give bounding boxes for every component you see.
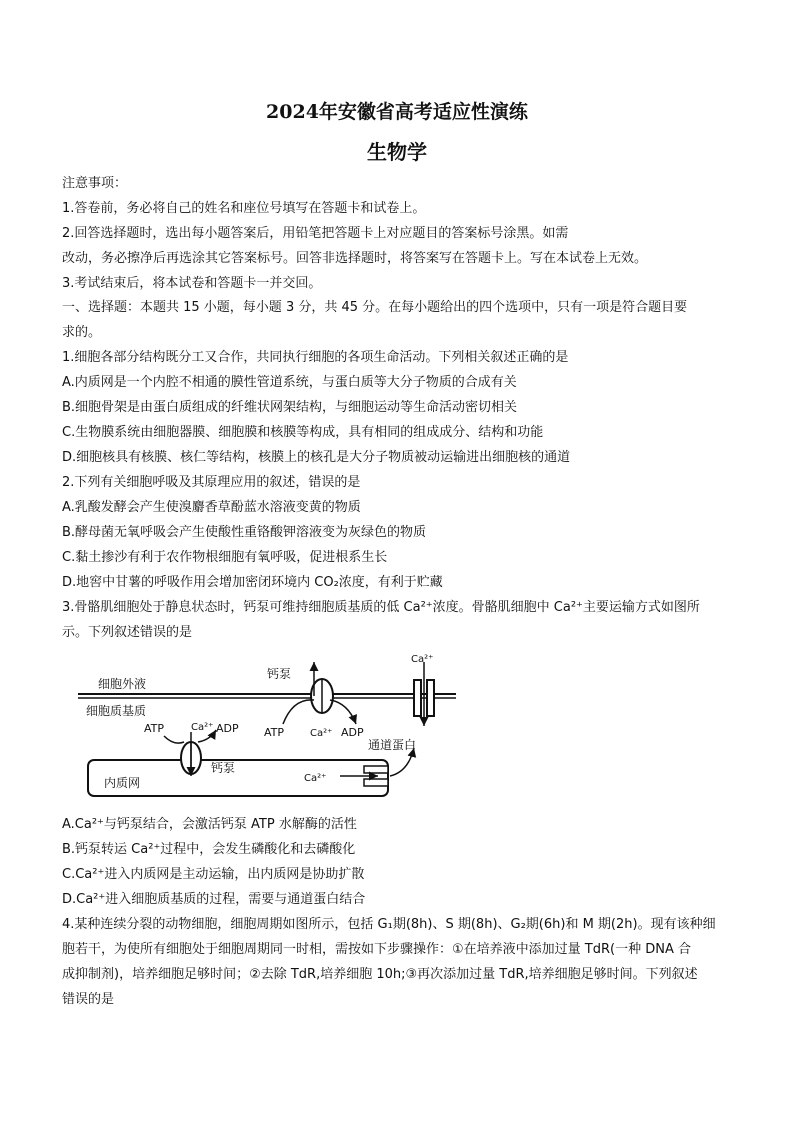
notice-item: 改动，务必擦净后再选涂其它答案标号。回答非选择题时，将答案写在答题卡上。写在本试卷上无效。 bbox=[62, 251, 648, 266]
channel-right bbox=[427, 680, 434, 716]
question-4-stem-cont: 成抑制剂)，培养细胞足够时间；②去除 TdR,培养细胞 10h;③再次添加过量 TdR,培养细胞足够时间。下列叙述 bbox=[62, 967, 698, 982]
label-ca-out: Ca²⁺ bbox=[411, 654, 434, 665]
question-1-option-b: B.细胞骨架是由蛋白质组成的纤维状网架结构，与细胞运动等生命活动密切相关 bbox=[62, 400, 518, 415]
question-3-option-c: C.Ca²⁺进入内质网是主动运输，出内质网是协助扩散 bbox=[62, 867, 365, 882]
question-4-stem-cont: 胞若干，为使所有细胞处于细胞周期同一时相，需按如下步骤操作：①在培养液中添加过量 TdR(一种 DNA 合 bbox=[62, 942, 691, 957]
page-subtitle: 生物学 bbox=[367, 140, 427, 164]
question-2-option-c: C.黏土掺沙有利于农作物根细胞有氧呼吸，促进根系生长 bbox=[62, 550, 388, 565]
notice-heading: 注意事项： bbox=[62, 176, 128, 191]
channel-left bbox=[414, 680, 421, 716]
question-3-stem-cont: 示。下列叙述错误的是 bbox=[62, 625, 193, 640]
question-2-option-b: B.酵母菌无氧呼吸会产生使酸性重铬酸钾溶液变为灰绿色的物质 bbox=[62, 525, 427, 540]
question-3-option-b: B.钙泵转运 Ca²⁺过程中，会发生磷酸化和去磷酸化 bbox=[62, 842, 356, 857]
label-ca-er: Ca²⁺ bbox=[304, 773, 327, 784]
question-1-option-c: C.生物膜系统由细胞器膜、细胞膜和核膜等构成，具有相同的组成成分、结构和功能 bbox=[62, 425, 544, 440]
section-heading: 一、选择题：本题共 15 小题，每小题 3 分，共 45 分。在每小题给出的四个选项中，只有一项是符合题目要 bbox=[62, 300, 688, 315]
notice-item: 1.答卷前，务必将自己的姓名和座位号填写在答题卡和试卷上。 bbox=[62, 201, 426, 216]
question-2-stem: 2.下列有关细胞呼吸及其原理应用的叙述，错误的是 bbox=[62, 475, 361, 490]
er-channel-bottom bbox=[364, 779, 388, 786]
page-title: 2024年安徽省高考适应性演练 bbox=[266, 101, 528, 123]
question-1-stem: 1.细胞各部分结构既分工又合作，共同执行细胞的各项生命活动。下列相关叙述正确的是 bbox=[62, 350, 569, 365]
notice-item: 2.回答选择题时，选出每小题答案后，用铅笔把答题卡上对应题目的答案标号涂黑。如需 bbox=[62, 226, 569, 241]
question-1-option-d: D.细胞核具有核膜、核仁等结构，核膜上的核孔是大分子物质被动运输进出细胞核的通道 bbox=[62, 450, 571, 465]
question-4-stem: 4.某种连续分裂的动物细胞，细胞周期如图所示，包括 G₁期(8h)、S 期(8h)、G₂期(6h)和 M 期(2h)。现有该种细 bbox=[62, 917, 716, 932]
question-3-option-d: D.Ca²⁺进入细胞质基质的过程，需要与通道蛋白结合 bbox=[62, 892, 366, 907]
calcium-transport-figure bbox=[78, 648, 478, 803]
label-ca-pump: Ca²⁺ bbox=[310, 728, 333, 739]
label-ca-er-pump: Ca²⁺ bbox=[191, 722, 214, 733]
pump-adp-arrow bbox=[330, 700, 356, 724]
label-extracellular: 细胞外液 bbox=[98, 677, 147, 691]
label-adp-2: ADP bbox=[216, 722, 239, 735]
label-adp-1: ADP bbox=[341, 726, 364, 739]
label-pump-2: 钙泵 bbox=[211, 761, 236, 775]
label-atp-2: ATP bbox=[144, 722, 165, 735]
question-1-option-a: A.内质网是一个内腔不相通的膜性管道系统，与蛋白质等大分子物质的合成有关 bbox=[62, 375, 517, 390]
pump-atp-path bbox=[283, 700, 314, 724]
notice-item: 3.考试结束后，将本试卷和答题卡一并交回。 bbox=[62, 276, 322, 291]
er-channel-top bbox=[364, 766, 388, 773]
question-2-option-a: A.乳酸发酵会产生使溴麝香草酚蓝水溶液变黄的物质 bbox=[62, 500, 361, 515]
label-cytoplasm: 细胞质基质 bbox=[86, 704, 147, 718]
label-er: 内质网 bbox=[104, 776, 141, 790]
question-2-option-d: D.地窖中甘薯的呼吸作用会增加密闭环境内 CO₂浓度，有利于贮藏 bbox=[62, 575, 443, 590]
er-pump-atp-path bbox=[164, 736, 184, 743]
question-3-option-a: A.Ca²⁺与钙泵结合，会激活钙泵 ATP 水解酶的活性 bbox=[62, 817, 357, 832]
question-3-stem: 3.骨骼肌细胞处于静息状态时，钙泵可维持细胞质基质的低 Ca²⁺浓度。骨骼肌细胞中 Ca²⁺主要运输方式如图所 bbox=[62, 600, 700, 615]
section-heading-cont: 求的。 bbox=[62, 325, 102, 340]
question-4-stem-cont: 错误的是 bbox=[62, 992, 115, 1007]
label-pump-1: 钙泵 bbox=[267, 667, 292, 681]
er-to-cytosol-arrow bbox=[390, 748, 414, 776]
label-atp-1: ATP bbox=[264, 726, 285, 739]
label-channel: 通道蛋白 bbox=[368, 738, 417, 752]
